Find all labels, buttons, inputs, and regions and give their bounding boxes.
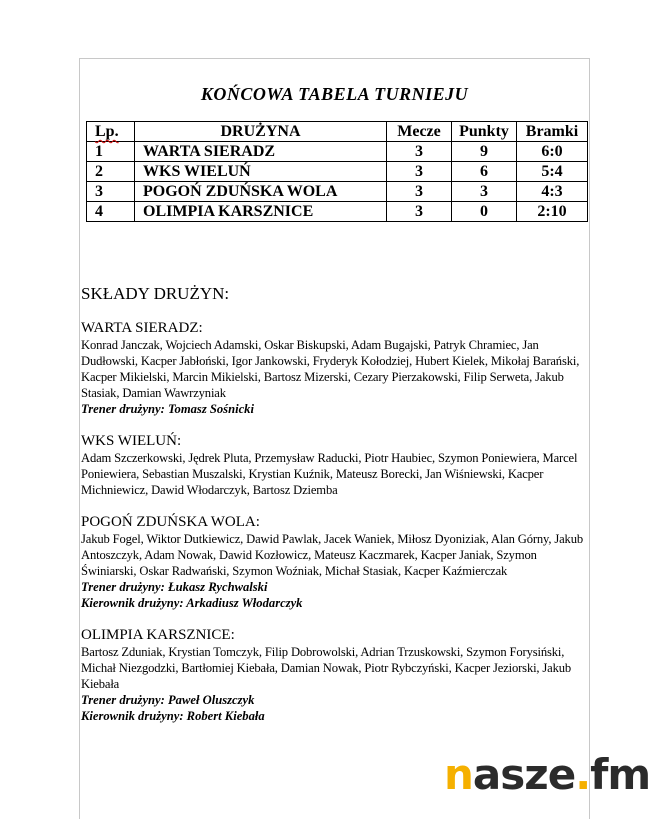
header-team: DRUŻYNA <box>135 122 387 142</box>
document-page <box>79 58 590 819</box>
squad-pogon-zdunska-wola <box>81 514 589 611</box>
squad-players: Jakub Fogel, Wiktor Dutkiewicz, Dawid Pawlak, Jacek Waniek, Miłosz Dyoniziak, Alan Górny, Jakub Antoszczyk, Adam Nowak, Dawid Kozłowicz, Mateusz Kaczmarek, Kacper Janiak, Szymon Świniarski, Oskar Radwański, Szymon Woźniak, Michał Stasiak, Kacper Kaźmierczak <box>81 532 583 578</box>
cell-punkty: 9 <box>452 142 517 162</box>
squad-team-name: OLIMPIA KARSZNICE: <box>81 627 235 643</box>
cell-lp: 1 <box>87 142 135 162</box>
cell-punkty: 6 <box>452 162 517 182</box>
nasze-fm-logo <box>444 752 650 798</box>
cell-mecze: 3 <box>387 162 452 182</box>
squad-coach: Trener drużyny: Paweł Oluszczyk <box>81 693 255 707</box>
header-bramki: Bramki <box>517 122 588 142</box>
cell-team: OLIMPIA KARSZNICE <box>135 202 387 222</box>
logo-first-letter: n <box>444 750 473 799</box>
squad-players: Konrad Janczak, Wojciech Adamski, Oskar Biskupski, Adam Bugajski, Patryk Chramiec, Jan Dudłowski, Kacper Jabłoński, Igor Jankowski, Fryderyk Kołodziej, Hubert Kielek, Mikołaj Barański, Kacper Mikielski, Marcin Mikielski, Bartosz Mizerski, Cezary Pierzakowski, Filip Serweta, Jakub Stasiak, Damian Wawrzyniak <box>81 338 580 400</box>
cell-team: WARTA SIERADZ <box>135 142 387 162</box>
document-title: KOŃCOWA TABELA TURNIEJU <box>200 84 469 104</box>
squads-heading: SKŁADY DRUŻYN: <box>81 284 230 303</box>
cell-punkty: 3 <box>452 182 517 202</box>
header-mecze: Mecze <box>387 122 452 142</box>
squad-team-name: WARTA SIERADZ: <box>81 320 203 336</box>
cell-lp: 2 <box>87 162 135 182</box>
table-row <box>87 162 588 182</box>
table-row <box>87 142 588 162</box>
squad-olimpia-karsznice <box>81 627 589 724</box>
squad-team-name: WKS WIELUŃ: <box>81 433 182 449</box>
cell-punkty: 0 <box>452 202 517 222</box>
squad-manager: Kierownik drużyny: Robert Kiebała <box>81 709 265 723</box>
logo-text: asze <box>472 750 576 799</box>
cell-mecze: 3 <box>387 202 452 222</box>
cell-bramki: 5:4 <box>517 162 588 182</box>
header-punkty: Punkty <box>452 122 517 142</box>
cell-bramki: 4:3 <box>517 182 588 202</box>
cell-lp: 4 <box>87 202 135 222</box>
cell-team: POGOŃ ZDUŃSKA WOLA <box>135 182 387 202</box>
header-lp <box>87 122 135 142</box>
header-lp-text: Lp. <box>95 123 119 140</box>
table-row <box>87 202 588 222</box>
squad-wks-wielun <box>81 433 589 498</box>
squads-section <box>81 284 589 740</box>
squad-manager: Kierownik drużyny: Arkadiusz Włodarczyk <box>81 596 303 610</box>
cell-bramki: 2:10 <box>517 202 588 222</box>
table-row <box>87 182 588 202</box>
table-header-row <box>87 122 588 142</box>
cell-bramki: 6:0 <box>517 142 588 162</box>
squad-team-name: POGOŃ ZDUŃSKA WOLA: <box>81 514 260 530</box>
cell-lp: 3 <box>87 182 135 202</box>
cell-mecze: 3 <box>387 142 452 162</box>
squad-players: Adam Szczerkowski, Jędrek Pluta, Przemysław Raducki, Piotr Haubiec, Szymon Poniewiera, Marcel Poniewiera, Sebastian Muszalski, Krystian Kuźnik, Mateusz Borecki, Jan Wiśniewski, Kacper Michniewicz, Dawid Włodarczyk, Bartosz Dziemba <box>81 451 578 497</box>
cell-team: WKS WIELUŃ <box>135 162 387 182</box>
squad-coach: Trener drużyny: Łukasz Rychwalski <box>81 580 268 594</box>
logo-suffix: fm <box>590 750 651 799</box>
logo-dot: . <box>575 750 591 799</box>
cell-mecze: 3 <box>387 182 452 202</box>
squad-coach: Trener drużyny: Tomasz Sośnicki <box>81 402 254 416</box>
squad-players: Bartosz Zduniak, Krystian Tomczyk, Filip Dobrowolski, Adrian Trzuskowski, Szymon Forysiński, Michał Niezgodzki, Bartłomiej Kiebała, Damian Nowak, Piotr Rybczyński, Kacper Jeziorski, Jakub Kiebała <box>81 645 572 691</box>
squad-warta-sieradz <box>81 320 589 417</box>
standings-table <box>86 121 588 222</box>
